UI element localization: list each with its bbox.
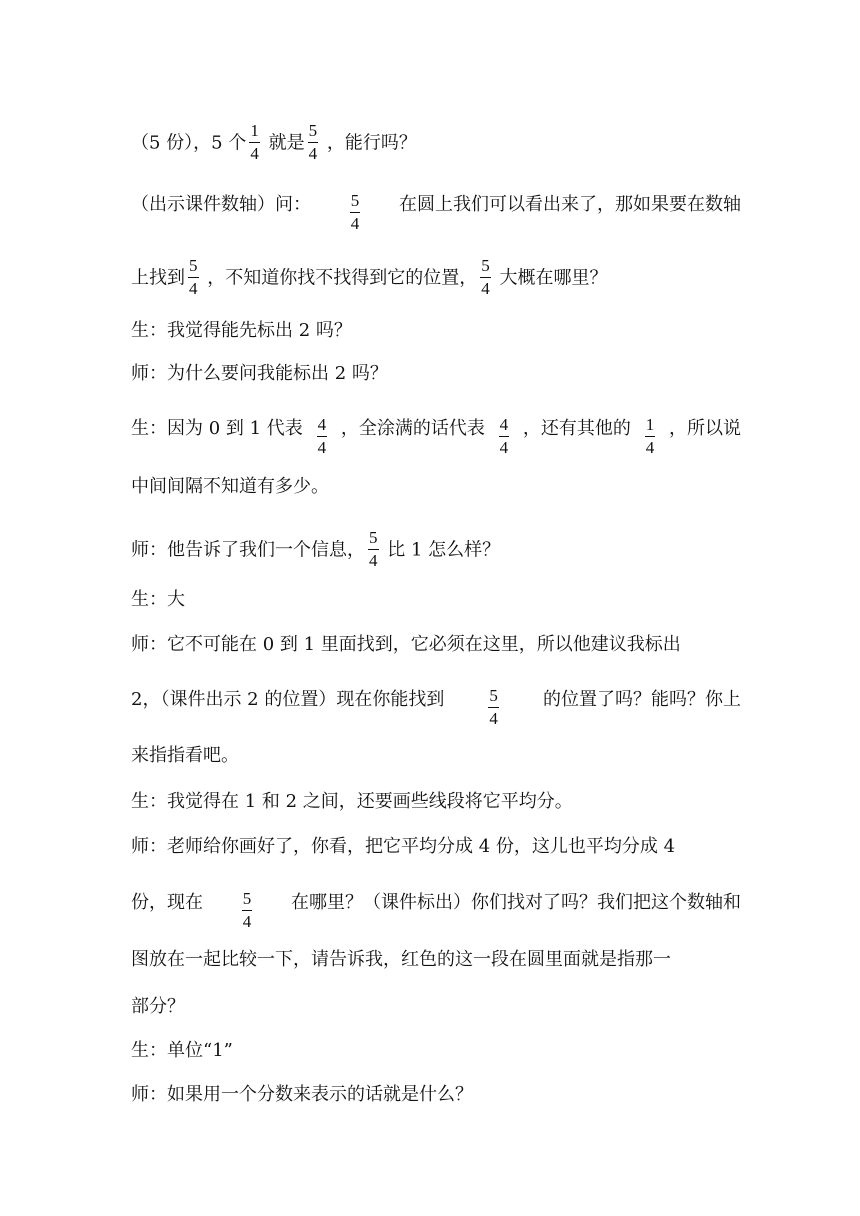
- fraction-bar: [242, 910, 253, 911]
- text-segment: 生：因为 0 到 1 代表: [131, 418, 303, 439]
- text-segment: 生：单位“1”: [131, 1040, 233, 1061]
- text-segment: 师：他告诉了我们一个信息，: [131, 539, 365, 561]
- text-line: [131, 258, 741, 299]
- fraction: [350, 192, 361, 233]
- fraction-bar: [499, 436, 510, 437]
- fraction-numerator: 5: [350, 191, 360, 210]
- text-line: [131, 633, 741, 657]
- text-segment: 生：我觉得能先标出 2 吗？: [131, 320, 352, 341]
- fraction-denominator: 4: [242, 912, 252, 931]
- fraction-bar: [488, 707, 499, 708]
- text-line: [131, 1083, 741, 1107]
- text-segment: 大概在哪里？: [493, 267, 608, 289]
- fraction-numerator: 1: [645, 415, 655, 434]
- fraction: [480, 257, 491, 298]
- fraction-denominator: 4: [189, 279, 198, 298]
- fraction: [499, 416, 510, 457]
- text-segment: 就是: [262, 132, 305, 154]
- fraction: [488, 687, 499, 728]
- text-segment: 的位置了吗？能吗？你上: [542, 689, 741, 710]
- text-line: [131, 193, 741, 234]
- fraction-numerator: 5: [369, 528, 378, 547]
- fraction: [645, 416, 656, 457]
- text-segment: 图放在一起比较一下，请告诉我，红色的这一段在圆里面就是指那一: [131, 949, 671, 970]
- text-segment: 来指指看吧。: [131, 745, 239, 766]
- text-segment: 师：它不可能在 0 到 1 里面找到，它必须在这里，所以他建议我标出: [131, 634, 681, 655]
- fraction-denominator: 4: [645, 438, 655, 457]
- text-line: [131, 123, 741, 164]
- fraction-numerator: 4: [317, 415, 327, 434]
- fraction-numerator: 5: [481, 256, 490, 275]
- text-line: [131, 417, 741, 458]
- text-line: [131, 475, 741, 499]
- fraction-bar: [368, 549, 379, 550]
- fraction-denominator: 4: [350, 214, 360, 233]
- text-line: [131, 891, 741, 932]
- text-segment: 部分？: [131, 996, 185, 1017]
- text-line: [131, 948, 741, 972]
- fraction-numerator: 5: [308, 121, 318, 140]
- fraction-numerator: 5: [489, 686, 498, 705]
- text-line: [131, 995, 741, 1019]
- text-segment: ，不知道你找不找得到它的位置，: [201, 267, 478, 289]
- text-segment: 中间间隔不知道有多少。: [131, 476, 329, 497]
- fraction-numerator: 1: [250, 121, 259, 140]
- text-line: [131, 319, 741, 343]
- fraction: [317, 416, 328, 457]
- fraction: [249, 122, 260, 163]
- text-segment: 生：大: [131, 589, 185, 610]
- text-segment: ，还有其他的: [522, 418, 631, 439]
- fraction-bar: [249, 142, 260, 143]
- text-segment: 上找到: [131, 267, 185, 289]
- text-line: [131, 530, 741, 571]
- fraction-numerator: 4: [499, 415, 509, 434]
- fraction: [242, 890, 253, 931]
- text-line: [131, 688, 741, 729]
- text-segment: ，全涂满的话代表: [340, 418, 485, 439]
- fraction-denominator: 4: [317, 438, 327, 457]
- fraction: [308, 122, 319, 163]
- text-segment: 师：为什么要问我能标出 2 吗？: [131, 363, 388, 384]
- fraction-denominator: 4: [489, 709, 498, 728]
- text-segment: ，能行吗？: [321, 132, 417, 154]
- fraction-bar: [308, 142, 319, 143]
- text-line: [131, 835, 741, 859]
- text-line: [131, 744, 741, 768]
- text-segment: 比 1 怎么样？: [381, 539, 501, 561]
- text-segment: 2，（课件出示 2 的位置）现在你能找到: [131, 689, 445, 710]
- fraction-bar: [350, 212, 361, 213]
- text-segment: 在哪里？（课件标出）你们找对了吗？我们把这个数轴和: [291, 892, 741, 913]
- fraction-numerator: 5: [242, 889, 252, 908]
- fraction-denominator: 4: [481, 279, 490, 298]
- text-line: [131, 588, 741, 612]
- text-segment: 在圆上我们可以看出来了，那如果要在数轴: [399, 194, 741, 215]
- fraction-bar: [480, 277, 491, 278]
- fraction-denominator: 4: [250, 144, 259, 163]
- fraction-numerator: 5: [189, 256, 198, 275]
- fraction: [368, 529, 379, 570]
- text-line: [131, 1039, 741, 1063]
- fraction: [188, 257, 199, 298]
- text-segment: 师：老师给你画好了，你看，把它平均分成 4 份，这儿也平均分成 4: [131, 836, 676, 857]
- fraction-denominator: 4: [369, 551, 378, 570]
- fraction-bar: [645, 436, 656, 437]
- text-segment: 师：如果用一个分数来表示的话就是什么？: [131, 1084, 473, 1105]
- text-line: [131, 790, 741, 814]
- fraction-bar: [317, 436, 328, 437]
- fraction-denominator: 4: [499, 438, 509, 457]
- text-segment: 份，现在: [131, 892, 203, 913]
- text-segment: ，所以说: [668, 418, 741, 439]
- text-line: [131, 362, 741, 386]
- fraction-denominator: 4: [308, 144, 318, 163]
- fraction-bar: [188, 277, 199, 278]
- text-segment: 生：我觉得在 1 和 2 之间，还要画些线段将它平均分。: [131, 791, 573, 812]
- text-segment: （出示课件数轴）问：: [131, 194, 311, 215]
- text-segment: （5 份），5 个: [131, 132, 247, 154]
